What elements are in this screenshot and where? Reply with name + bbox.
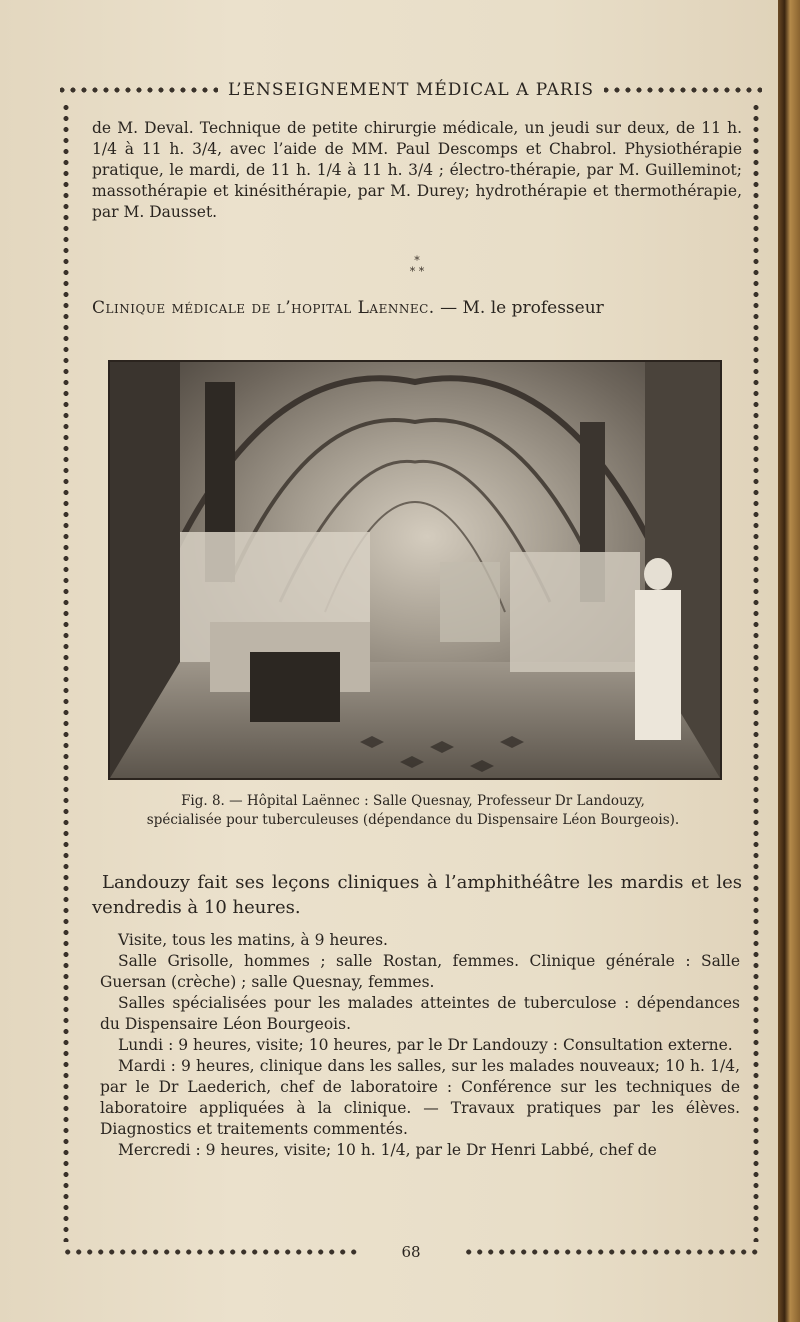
- book-binding-edge: [778, 0, 800, 1322]
- caption-line-1: Fig. 8. — Hôpital Laënnec : Salle Quesnay, Professeur Dr Landouzy,: [181, 793, 645, 809]
- schedule-list: [100, 930, 740, 1161]
- ornament-left: [60, 85, 218, 95]
- clinic-heading: [92, 298, 742, 318]
- clinic-heading-title: Clinique médicale de l’hopital Laennec.: [92, 298, 435, 318]
- schedule-item: Lundi : 9 heures, visite; 10 heures, par le Dr Landouzy : Consultation externe.: [118, 1036, 733, 1054]
- hospital-ward-photo: [108, 360, 722, 780]
- schedule-item: Mardi : 9 heures, clinique dans les salles, sur les malades nouveaux; 10 h. 1/4, par le Dr Laederich, chef de laboratoire : Conférence sur les techniques de laboratoire appliquées à la clinique. — Travaux pratiques par les élèves. Diagnostics et traitements commentés.: [100, 1057, 740, 1138]
- intro-block: [92, 118, 742, 223]
- section-separator: [92, 255, 742, 277]
- ornament-border-left: [61, 102, 71, 1242]
- page-footer: [60, 1239, 762, 1265]
- header-title: L’ENSEIGNEMENT MÉDICAL A PARIS: [227, 80, 595, 100]
- separator-star-top: *: [414, 254, 420, 267]
- footer-ornament-right: [461, 1247, 762, 1257]
- page-number: 68: [401, 1243, 421, 1261]
- caption-line-2: spécialisée pour tuberculeuses (dépendance du Dispensaire Léon Bourgeois).: [146, 812, 680, 828]
- schedule-item: Visite, tous les matins, à 9 heures.: [118, 931, 388, 949]
- schedule-item: Salles spécialisées pour les malades atteintes de tuberculose : dépendances du Dispensaire Léon Bourgeois.: [100, 994, 740, 1033]
- schedule-item: Mercredi : 9 heures, visite; 10 h. 1/4, par le Dr Henri Labbé, chef de: [118, 1141, 657, 1159]
- lecture-block: [92, 870, 742, 920]
- intro-paragraph: de M. Deval. Technique de petite chirurgie médicale, un jeudi sur deux, de 11 h. 1/4 à 11 h. 3/4, avec l’aide de MM. Paul Descomps et Chabrol. Physiothérapie pratique, le mardi, de 11 h. 1/4 à 11 h. 3/4 ; électro-thérapie, par M. Guilleminot; massothérapie et kinésithérapie, par M. Durey; hydrothérapie et thermothérapie, par M. Dausset.: [92, 119, 742, 221]
- separator-star-bottom: * *: [409, 265, 425, 278]
- footer-ornament-left: [60, 1247, 361, 1257]
- ornament-border-right: [751, 102, 761, 1242]
- running-header: [60, 77, 762, 103]
- lecture-paragraph: Landouzy fait ses leçons cliniques à l’amphithéâtre les mardis et les vendredis à 10 heures.: [92, 872, 742, 918]
- schedule-item: Salle Grisolle, hommes ; salle Rostan, femmes. Clinique générale : Salle Guersan (crèche) ; salle Quesnay, femmes.: [100, 952, 740, 991]
- clinic-heading-rest: — M. le professeur: [434, 298, 604, 318]
- figure-caption: [78, 792, 748, 830]
- ornament-right: [604, 85, 762, 95]
- ward-photo-illustration: [110, 362, 720, 778]
